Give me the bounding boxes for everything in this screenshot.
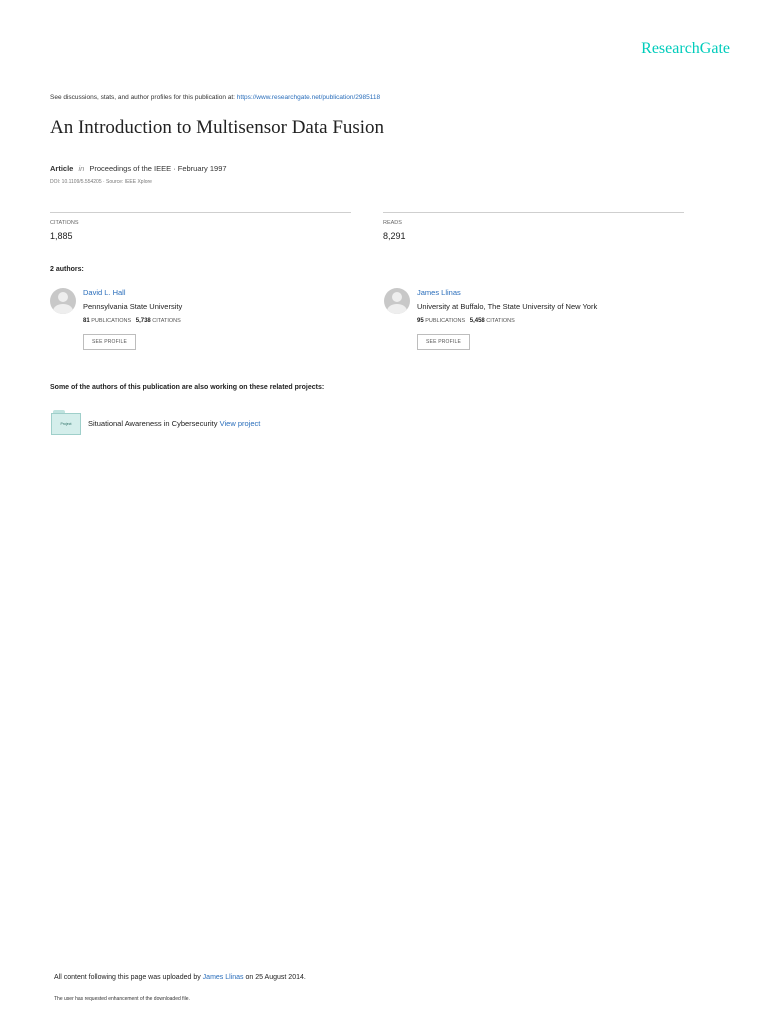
author-name-link[interactable]: James Llinas [417,288,461,297]
uploader-link[interactable]: James Llinas [202,974,244,981]
reads-value: 8,291 [383,231,406,241]
citations-label: CITATIONS [50,220,79,226]
upload-notice [54,974,306,981]
publications-label: PUBLICATIONS [91,318,132,324]
avatar[interactable] [384,288,410,314]
reads-label: READS [383,220,402,226]
citations-stat [50,212,351,241]
publications-label: PUBLICATIONS [425,318,466,324]
upload-prefix: All content following this page was uploaded by [54,974,201,981]
project-folder-icon[interactable] [51,410,81,436]
discussion-text: See discussions, stats, and author profiles for this publication at: [50,94,237,101]
publication-venue: Proceedings of the IEEE · February 1997 [89,164,227,173]
author-citations-label: CITATIONS [152,318,181,324]
project-line [88,419,260,428]
publication-title: An Introduction to Multisensor Data Fusion [50,117,385,138]
author-citations-count: 5,458 [469,318,485,324]
publications-count: 81 [83,318,90,324]
in-label: in [78,164,85,173]
author-citations-count: 5,738 [135,318,151,324]
reads-stat [383,212,684,241]
authors-heading: 2 authors: [50,266,84,273]
author-stats [83,318,181,324]
project-name: Situational Awareness in Cybersecurity [88,419,218,428]
enhancement-note: The user has requested enhancement of the downloaded file. [54,996,190,1002]
see-profile-button[interactable]: SEE PROFILE [417,334,470,350]
researchgate-logo[interactable]: ResearchGate [641,40,730,57]
author-citations-label: CITATIONS [486,318,515,324]
discussion-line [50,94,380,101]
related-projects-heading: Some of the authors of this publication are also working on these related projects: [50,384,325,391]
author-institution: University at Buffalo, The State University of New York [417,302,598,311]
author-institution: Pennsylvania State University [83,302,183,311]
publication-url-link[interactable]: https://www.researchgate.net/publication/2985118 [236,94,381,101]
avatar[interactable] [50,288,76,314]
upload-suffix: on 25 August 2014. [245,974,306,981]
project-icon-label: Project [51,413,81,435]
author-stats [417,318,515,324]
publications-count: 95 [417,318,424,324]
see-profile-button[interactable]: SEE PROFILE [83,334,136,350]
author-name-link[interactable]: David L. Hall [83,288,126,297]
article-meta [50,164,227,173]
citations-value: 1,885 [50,231,73,241]
doi-line: DOI: 10.1109/5.554205 · Source: IEEE Xplore [50,179,152,185]
publication-type: Article [50,164,74,173]
view-project-link[interactable]: View project [219,419,261,428]
